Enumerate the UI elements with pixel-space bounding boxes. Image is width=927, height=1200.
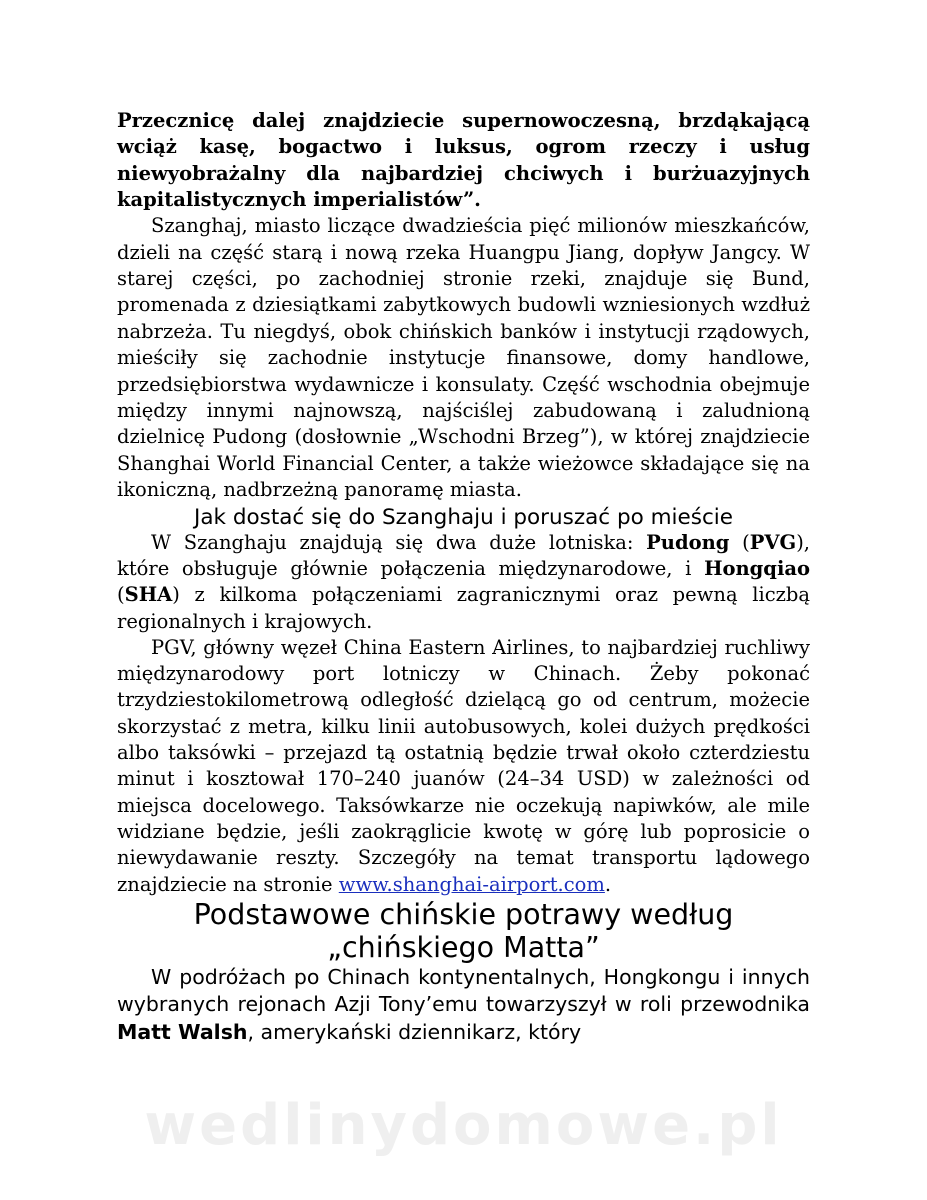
heading-transport: Jak dostać się do Szanghaju i poruszać po mieście bbox=[194, 504, 733, 530]
airport-code-pvg: PVG bbox=[749, 530, 797, 554]
paragraph-matt-walsh bbox=[117, 964, 810, 1047]
paragraph-airports bbox=[117, 530, 810, 635]
document-page bbox=[117, 108, 810, 1046]
airports-text-5: ) z kilkoma połączeniami zagranicznymi oraz pewną liczbą regionalnych i krajowych. bbox=[117, 583, 810, 633]
paragraph-shanghai-description: Szanghaj, miasto liczące dwadzieścia pięć milionów mieszkańców, dzieli na część starą i nową rzeka Huangpu Jiang, dopływ Jangcy. W starej części, po zachodniej stronie rzeki, znajduje się Bund, promenada z dziesiątkami zabytkowych budowli wzniesionych wzdłuż nabrzeża. Tu niegdyś, obok chińskich banków i instytucji rządowych, mieściły się zachodnie instytucje finansowe, domy handlowe, przedsiębiorstwa wydawnicze i konsulaty. Część wschodnia obejmuje między innymi najnowszą, najściślej zabudowaną i zaludnioną dzielnicę Pudong (dosłownie „Wschodni Brzeg”), w której znajdziecie Shanghai World Financial Center, a także wieżowce składające się na ikoniczną, nadbrzeżną panoramę miasta. bbox=[117, 214, 810, 502]
heading-chinese-dishes-line-2: „chińskiego Matta” bbox=[327, 930, 600, 964]
heading-chinese-dishes-line-1: Podstawowe chińskie potrawy według bbox=[193, 897, 734, 931]
paragraph-quote-end: Przecznicę dalej znajdziecie supernowoczesną, brzdąkającą wciąż kasę, bogactwo i luksus, ogrom rzeczy i usług niewyobrażalny dla najbardziej chciwych i burżuazyjnych kapitalistycznych imperialistów”. bbox=[117, 109, 810, 211]
airports-text-3: ), które obsługuje głównie połączenia międzynarodowe, i bbox=[117, 530, 810, 580]
airport-website-link[interactable]: www.shanghai-airport.com bbox=[338, 872, 605, 896]
watermark: wedlinydomowe.pl bbox=[144, 1093, 783, 1158]
pvg-details-end: . bbox=[604, 872, 612, 896]
heading-chinese-dishes bbox=[117, 898, 810, 964]
airport-code-sha: SHA bbox=[124, 583, 173, 607]
paragraph-pvg-details bbox=[117, 635, 810, 898]
airports-text-1: W Szanghaju znajdują się dwa duże lotniska: bbox=[151, 530, 647, 554]
airport-name-hongqiao: Hongqiao bbox=[704, 556, 810, 580]
airports-text-4: ( bbox=[117, 583, 125, 607]
person-name-matt-walsh: Matt Walsh bbox=[117, 1019, 248, 1044]
airport-name-pudong: Pudong bbox=[646, 530, 730, 554]
matt-text-1: W podróżach po Chinach kontynentalnych, Hongkongu i innych wybranych rejonach Azji Tony’emu towarzyszył w roli przewodnika bbox=[117, 964, 810, 1017]
airports-text-2: ( bbox=[729, 530, 750, 554]
matt-text-2: , amerykański dziennikarz, który bbox=[247, 1019, 582, 1044]
pvg-details-text: PGV, główny węzeł China Eastern Airlines, to najbardziej ruchliwy międzynarodowy port lotniczy w Chinach. Żeby pokonać trzydziestokilometrową odległość dzielącą go od centrum, możecie skorzystać z metra, kilku linii autobusowych, kolei dużych prędkości albo taksówki – przejazd tą ostatnią będzie trwał około czterdziestu minut i kosztował 170–240 juanów (24–34 USD) w zależności od miejsca docelowego. Taksówkarze nie oczekują napiwków, ale mile widziane będzie, jeśli zaokrąglicie kwotę w górę lub poprosicie o niewydawanie reszty. Szczegóły na temat transportu lądowego znajdziecie na stronie bbox=[117, 635, 810, 896]
